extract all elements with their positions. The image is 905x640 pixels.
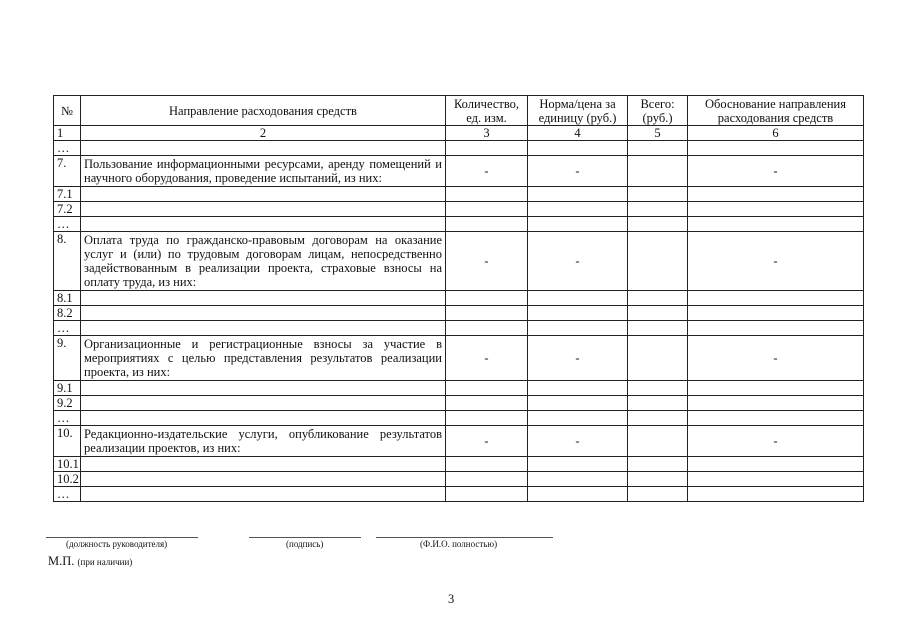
table-cell — [528, 457, 628, 472]
total-cell — [628, 426, 688, 457]
table-cell — [688, 321, 864, 336]
subitem-row — [54, 457, 864, 472]
ellipsis-row — [54, 487, 864, 502]
column-number: 2 — [81, 126, 446, 141]
table-cell — [628, 141, 688, 156]
row-number: … — [54, 141, 81, 156]
header-number: № — [54, 96, 81, 126]
table-cell — [81, 381, 446, 396]
row-number: 7.2 — [54, 202, 81, 217]
table-cell — [688, 396, 864, 411]
item-row-10 — [54, 426, 864, 457]
table-cell — [81, 141, 446, 156]
table-cell — [528, 187, 628, 202]
basis-cell: - — [688, 232, 864, 291]
table-cell — [446, 217, 528, 232]
table-cell — [628, 321, 688, 336]
column-number: 6 — [688, 126, 864, 141]
header-row — [54, 96, 864, 126]
basis-cell: - — [688, 426, 864, 457]
table-cell — [446, 306, 528, 321]
header-basis: Обоснование направления расходования средств — [688, 96, 864, 126]
table-cell — [628, 291, 688, 306]
table-cell — [446, 321, 528, 336]
table-cell — [628, 187, 688, 202]
table-cell — [628, 202, 688, 217]
column-number: 5 — [628, 126, 688, 141]
table-cell — [628, 396, 688, 411]
total-cell — [628, 232, 688, 291]
column-number-row — [54, 126, 864, 141]
table-cell — [628, 487, 688, 502]
ellipsis-row — [54, 141, 864, 156]
stamp-label: М.П. — [48, 554, 75, 568]
row-number: 10.1 — [54, 457, 81, 472]
row-number: 7. — [54, 156, 81, 187]
row-number: 8. — [54, 232, 81, 291]
table-cell — [628, 381, 688, 396]
table-cell — [528, 306, 628, 321]
table-cell — [81, 472, 446, 487]
table-cell — [528, 141, 628, 156]
signature-line — [249, 537, 361, 538]
table-cell — [81, 202, 446, 217]
unit-price-cell: - — [528, 232, 628, 291]
table-cell — [628, 217, 688, 232]
subitem-row — [54, 472, 864, 487]
column-number: 3 — [446, 126, 528, 141]
row-number: … — [54, 411, 81, 426]
row-number: 9.1 — [54, 381, 81, 396]
subitem-row — [54, 381, 864, 396]
item-row-7 — [54, 156, 864, 187]
table-cell — [688, 472, 864, 487]
table-cell — [81, 217, 446, 232]
subitem-row — [54, 396, 864, 411]
table-cell — [528, 381, 628, 396]
row-number: … — [54, 487, 81, 502]
table-cell — [688, 141, 864, 156]
position-line — [46, 537, 198, 538]
unit-price-cell: - — [528, 156, 628, 187]
budget-table — [53, 95, 864, 502]
item-row-9 — [54, 336, 864, 381]
table-cell — [446, 487, 528, 502]
ellipsis-row — [54, 217, 864, 232]
header-direction: Направление расходования средств — [81, 96, 446, 126]
signature-label: (подпись) — [286, 539, 324, 549]
table-cell — [688, 202, 864, 217]
total-cell — [628, 156, 688, 187]
column-number: 4 — [528, 126, 628, 141]
quantity-cell: - — [446, 156, 528, 187]
table-cell — [528, 396, 628, 411]
subitem-row — [54, 306, 864, 321]
row-number: 8.2 — [54, 306, 81, 321]
quantity-cell: - — [446, 426, 528, 457]
unit-price-cell: - — [528, 336, 628, 381]
table-cell — [628, 472, 688, 487]
row-number: 9. — [54, 336, 81, 381]
page-number: 3 — [448, 592, 455, 606]
table-cell — [688, 487, 864, 502]
row-number: 8.1 — [54, 291, 81, 306]
signature-block — [46, 537, 566, 551]
table-cell — [446, 411, 528, 426]
table-cell — [446, 381, 528, 396]
table-cell — [81, 396, 446, 411]
table-cell — [528, 487, 628, 502]
item-description: Оплата труда по гражданско-правовым договорам на оказание услуг и (или) по трудовым договорам лицам, непосредственно задействованным в реализации проекта, страховые взносы на оплату труда, из них: — [81, 232, 446, 291]
quantity-cell: - — [446, 336, 528, 381]
unit-price-cell: - — [528, 426, 628, 457]
table-cell — [528, 321, 628, 336]
subitem-row — [54, 291, 864, 306]
table-cell — [81, 291, 446, 306]
table-cell — [688, 217, 864, 232]
quantity-cell: - — [446, 232, 528, 291]
item-row-8 — [54, 232, 864, 291]
subitem-row — [54, 187, 864, 202]
basis-cell: - — [688, 336, 864, 381]
item-description: Пользование информационными ресурсами, аренду помещений и научного оборудования, проведение испытаний, из них: — [81, 156, 446, 187]
name-line — [376, 537, 553, 538]
table-cell — [81, 487, 446, 502]
table-cell — [446, 457, 528, 472]
table-cell — [81, 321, 446, 336]
table-cell — [446, 187, 528, 202]
table-cell — [688, 187, 864, 202]
table-cell — [446, 202, 528, 217]
table-cell — [528, 202, 628, 217]
name-label: (Ф.И.О. полностью) — [420, 539, 498, 549]
item-description: Организационные и регистрационные взносы за участие в мероприятиях с целью представления результатов реализации проекта, из них: — [81, 336, 446, 381]
stamp-place — [48, 554, 132, 569]
table-cell — [688, 411, 864, 426]
row-number: … — [54, 321, 81, 336]
row-number: 7.1 — [54, 187, 81, 202]
total-cell — [628, 336, 688, 381]
row-number: 10. — [54, 426, 81, 457]
table-cell — [628, 306, 688, 321]
header-quantity: Количество, ед. изм. — [446, 96, 528, 126]
item-description: Редакционно-издательские услуги, опубликование результатов реализации проектов, из них: — [81, 426, 446, 457]
stamp-note: (при наличии) — [77, 557, 133, 567]
table-cell — [688, 457, 864, 472]
table-cell — [628, 457, 688, 472]
table-cell — [446, 472, 528, 487]
table-cell — [688, 306, 864, 321]
table-cell — [628, 411, 688, 426]
header-total: Всего: (руб.) — [628, 96, 688, 126]
table-cell — [528, 472, 628, 487]
table-cell — [528, 291, 628, 306]
row-number: … — [54, 217, 81, 232]
table-cell — [446, 291, 528, 306]
table-cell — [688, 291, 864, 306]
table-cell — [528, 217, 628, 232]
table-cell — [688, 381, 864, 396]
ellipsis-row — [54, 411, 864, 426]
table-cell — [81, 306, 446, 321]
table-cell — [81, 457, 446, 472]
row-number: 9.2 — [54, 396, 81, 411]
row-number: 10.2 — [54, 472, 81, 487]
table-cell — [446, 141, 528, 156]
table-cell — [446, 396, 528, 411]
column-number: 1 — [54, 126, 81, 141]
table-cell — [81, 187, 446, 202]
subitem-row — [54, 202, 864, 217]
header-unit-price: Норма/цена за единицу (руб.) — [528, 96, 628, 126]
table-cell — [81, 411, 446, 426]
table-cell — [528, 411, 628, 426]
basis-cell: - — [688, 156, 864, 187]
ellipsis-row — [54, 321, 864, 336]
position-label: (должность руководителя) — [66, 539, 168, 549]
